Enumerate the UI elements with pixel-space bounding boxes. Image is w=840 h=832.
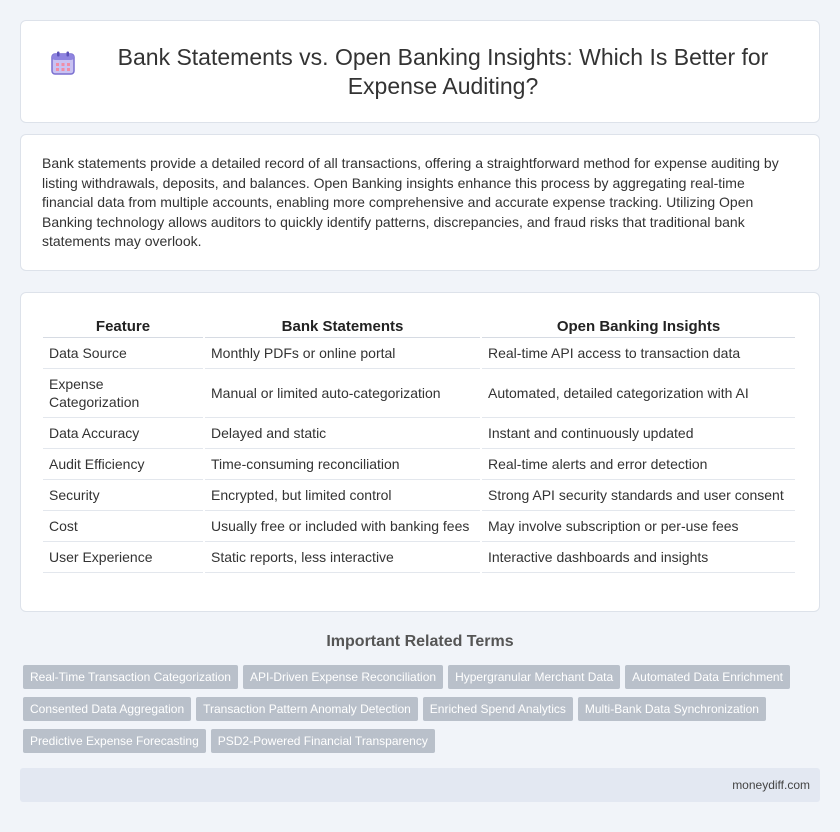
title-card — [20, 20, 820, 123]
footer — [20, 768, 820, 802]
table-cell-bank: Delayed and static — [205, 418, 480, 449]
table-cell-feature: Data Source — [43, 338, 203, 369]
table-cell-feature: User Experience — [43, 542, 203, 573]
table-cell-open-banking: Interactive dashboards and insights — [482, 542, 795, 573]
related-term-tag[interactable]: Multi-Bank Data Synchronization — [578, 697, 766, 721]
table-cell-open-banking: Automated, detailed categorization with AI — [482, 369, 795, 418]
title-wrap — [50, 43, 790, 101]
related-term-tag[interactable]: Transaction Pattern Anomaly Detection — [196, 697, 418, 721]
related-term-tag[interactable]: Real-Time Transaction Categorization — [23, 665, 238, 689]
column-header-bank-statements: Bank Statements — [205, 311, 480, 338]
table-cell-bank: Manual or limited auto-categorization — [205, 369, 480, 418]
table-row — [43, 449, 795, 480]
table-row — [43, 511, 795, 542]
table-cell-open-banking: Instant and continuously updated — [482, 418, 795, 449]
calendar-icon — [50, 50, 76, 76]
table-cell-bank: Monthly PDFs or online portal — [205, 338, 480, 369]
table-cell-open-banking: Real-time alerts and error detection — [482, 449, 795, 480]
intro-paragraph: Bank statements provide a detailed record of all transactions, offering a straightforward method for expense auditing by listing withdrawals, deposits, and balances. Open Banking insights enhance this process by aggregating real-time financial data from multiple accounts, enabling more comprehensive and accurate expense tracking. Utilizing Open Banking technology allows auditors to quickly identify patterns, discrepancies, and fraud risks that traditional bank statements may overlook. — [42, 155, 779, 250]
table-cell-bank: Time-consuming reconciliation — [205, 449, 480, 480]
table-cell-open-banking: Real-time API access to transaction data — [482, 338, 795, 369]
related-terms-heading: Important Related Terms — [326, 633, 514, 650]
column-header-feature: Feature — [43, 311, 203, 338]
comparison-card — [20, 292, 820, 612]
related-term-tag[interactable]: Consented Data Aggregation — [23, 697, 191, 721]
table-cell-open-banking: Strong API security standards and user consent — [482, 480, 795, 511]
table-cell-feature: Security — [43, 480, 203, 511]
related-term-tag[interactable]: Enriched Spend Analytics — [423, 697, 573, 721]
table-cell-bank: Encrypted, but limited control — [205, 480, 480, 511]
table-header-row — [43, 311, 795, 338]
related-term-tag[interactable]: API-Driven Expense Reconciliation — [243, 665, 443, 689]
table-row — [43, 338, 795, 369]
table-cell-open-banking: May involve subscription or per-use fees — [482, 511, 795, 542]
related-term-tag[interactable]: Automated Data Enrichment — [625, 665, 790, 689]
page-title: Bank Statements vs. Open Banking Insights: Which Is Better for Expense Auditing? — [117, 43, 769, 99]
related-term-tag[interactable]: Predictive Expense Forecasting — [23, 729, 206, 753]
table-cell-bank: Static reports, less interactive — [205, 542, 480, 573]
table-row — [43, 369, 795, 418]
table-row — [43, 418, 795, 449]
intro-card — [20, 134, 820, 271]
related-term-tag[interactable]: PSD2-Powered Financial Transparency — [211, 729, 435, 753]
table-cell-feature: Expense Categorization — [43, 369, 203, 418]
table-cell-feature: Cost — [43, 511, 203, 542]
column-header-open-banking: Open Banking Insights — [482, 311, 795, 338]
comparison-table — [41, 311, 797, 573]
table-row — [43, 542, 795, 573]
footer-site-link[interactable]: moneydiff.com — [732, 778, 810, 792]
table-cell-bank: Usually free or included with banking fees — [205, 511, 480, 542]
related-term-tag[interactable]: Hypergranular Merchant Data — [448, 665, 620, 689]
table-cell-feature: Data Accuracy — [43, 418, 203, 449]
related-terms-list — [23, 665, 823, 761]
table-row — [43, 480, 795, 511]
table-cell-feature: Audit Efficiency — [43, 449, 203, 480]
